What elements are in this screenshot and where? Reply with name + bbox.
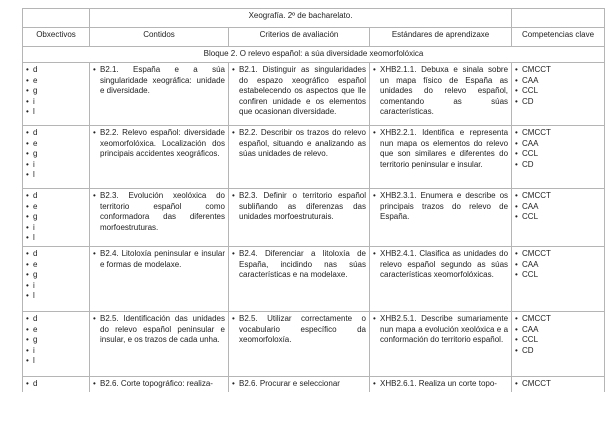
table-title: Xeografía. 2º de bacharelato.	[90, 9, 512, 28]
standards-cell	[370, 312, 512, 377]
criteria-cell-text: • B2.2. Describir os trazos do relevo español, situando e analizando as súas unidades de relevo.	[232, 128, 366, 160]
competences-cell-item: • CD	[515, 346, 601, 357]
table-row	[23, 189, 605, 247]
competences-cell-item: • CAA	[515, 139, 601, 150]
objectives-cell	[23, 312, 90, 377]
objectives-cell	[23, 126, 90, 189]
table-row	[23, 377, 605, 393]
competences-cell-item: • CMCCT	[515, 65, 601, 76]
standards-cell-text: • XHB2.3.1. Enumera e describe os principais trazos do relevo de España.	[373, 191, 508, 223]
competences-cell-item: • CAA	[515, 260, 601, 271]
header-criteria: Criterios de avaliación	[229, 28, 370, 47]
standards-cell	[370, 126, 512, 189]
content-cell	[90, 312, 229, 377]
content-cell-text: • B2.5. Identificación das unidades do relevo español peninsular e insular, e os trazos de cada unha.	[93, 314, 225, 346]
block-row	[23, 47, 605, 63]
objectives-cell	[23, 189, 90, 247]
content-cell	[90, 247, 229, 312]
objectives-cell-item: • i	[26, 346, 86, 357]
competences-cell-item: • CMCCT	[515, 128, 601, 139]
objectives-cell-item: • e	[26, 260, 86, 271]
competences-cell-item: • CMCCT	[515, 249, 601, 260]
objectives-cell-item: • g	[26, 149, 86, 160]
content-cell-text: • B2.4. Litoloxía peninsular e insular e formas de modelaxe.	[93, 249, 225, 270]
objectives-cell-item: • l	[26, 170, 86, 181]
table-row	[23, 126, 605, 189]
competences-cell	[512, 63, 605, 126]
objectives-cell-item: • e	[26, 139, 86, 150]
content-cell-text: • B2.6. Corte topográfico: realiza-	[93, 379, 225, 390]
standards-cell-text: • XHB2.4.1. Clasifica as unidades do relevo español segundo as súas características xeomorfolóxicas.	[373, 249, 508, 281]
content-cell-text: • B2.2. Relevo español: diversidade xeomorfolóxica. Localización dos principais accidentes xeográficos.	[93, 128, 225, 160]
competences-cell-item: • CCL	[515, 335, 601, 346]
block-heading: Bloque 2. O relevo español: a súa diversidade xeomorfolóxica	[23, 47, 605, 63]
criteria-cell-text: • B2.3. Definir o territorio español subliñando as diferenzas das unidades morfoestruturais.	[232, 191, 366, 223]
table-row	[23, 312, 605, 377]
objectives-cell-item: • i	[26, 281, 86, 292]
criteria-cell-text: • B2.6. Procurar e seleccionar	[232, 379, 366, 390]
objectives-cell-item: • d	[26, 249, 86, 260]
competences-cell-item: • CCL	[515, 212, 601, 223]
content-cell	[90, 63, 229, 126]
header-standards: Estándares de aprendizaxe	[370, 28, 512, 47]
objectives-cell-item: • i	[26, 97, 86, 108]
objectives-cell-item: • l	[26, 107, 86, 118]
header-row	[23, 28, 605, 47]
objectives-cell	[23, 247, 90, 312]
criteria-cell	[229, 189, 370, 247]
table-row	[23, 63, 605, 126]
competences-cell-item: • CD	[515, 160, 601, 171]
curriculum-table	[22, 8, 605, 392]
competences-cell	[512, 126, 605, 189]
criteria-cell-text: • B2.1. Distinguir as singularidades do espazo xeográfico español estabelecendo os aspectos que lle confiren unidade e os elementos que ocasionan diversidade.	[232, 65, 366, 118]
objectives-cell-item: • l	[26, 233, 86, 244]
objectives-cell-item: • l	[26, 356, 86, 367]
competences-cell-item: • CCL	[515, 86, 601, 97]
objectives-cell-item: • d	[26, 65, 86, 76]
objectives-cell-item: • d	[26, 128, 86, 139]
header-competences: Competencias clave	[512, 28, 605, 47]
header-contents: Contidos	[90, 28, 229, 47]
criteria-cell	[229, 247, 370, 312]
objectives-cell-item: • g	[26, 270, 86, 281]
standards-cell-text: • XHB2.2.1. Identifica e representa nun mapa os elementos do relevo que son similares e diferentes do territorio peninsular e insular.	[373, 128, 508, 170]
content-cell-text: • B2.3. Evolución xeolóxica do territorio español como conformadora das diferentes morfoestruturas.	[93, 191, 225, 233]
title-spacer-right	[512, 9, 605, 28]
objectives-cell-item: • l	[26, 291, 86, 302]
content-cell-text: • B2.1. España e a súa singularidade xeográfica: unidade e diversidade.	[93, 65, 225, 97]
title-row	[23, 9, 605, 28]
objectives-cell	[23, 377, 90, 393]
standards-cell-text: • XHB2.1.1. Debuxa e sinala sobre un mapa físico de España as unidades do relevo español, comentando as súas características.	[373, 65, 508, 118]
competences-cell-item: • CAA	[515, 76, 601, 87]
objectives-cell-item: • i	[26, 160, 86, 171]
criteria-cell	[229, 63, 370, 126]
competences-cell-item: • CD	[515, 97, 601, 108]
competences-cell-item: • CAA	[515, 202, 601, 213]
standards-cell	[370, 247, 512, 312]
standards-cell-text: • XHB2.6.1. Realiza un corte topo-	[373, 379, 508, 390]
content-cell	[90, 189, 229, 247]
criteria-cell	[229, 126, 370, 189]
criteria-cell	[229, 312, 370, 377]
content-cell	[90, 126, 229, 189]
standards-cell	[370, 63, 512, 126]
competences-cell-item: • CCL	[515, 270, 601, 281]
competences-cell-item: • CMCCT	[515, 379, 601, 390]
standards-cell	[370, 377, 512, 393]
objectives-cell-item: • i	[26, 223, 86, 234]
objectives-cell-item: • g	[26, 86, 86, 97]
competences-cell-item: • CMCCT	[515, 314, 601, 325]
title-spacer	[23, 9, 90, 28]
content-cell	[90, 377, 229, 393]
table-row	[23, 247, 605, 312]
objectives-cell-item: • d	[26, 379, 86, 390]
criteria-cell-text: • B2.5. Utilizar correctamente o vocabulario específico da xeomorfoloxía.	[232, 314, 366, 346]
header-objectives: Obxectivos	[23, 28, 90, 47]
competences-cell	[512, 377, 605, 393]
competences-cell	[512, 312, 605, 377]
standards-cell	[370, 189, 512, 247]
objectives-cell-item: • e	[26, 202, 86, 213]
competences-cell	[512, 247, 605, 312]
objectives-cell-item: • e	[26, 325, 86, 336]
competences-cell-item: • CCL	[515, 149, 601, 160]
competences-cell-item: • CAA	[515, 325, 601, 336]
objectives-cell-item: • d	[26, 191, 86, 202]
criteria-cell-text: • B2.4. Diferenciar a litoloxía de España, incidindo nas súas características e na modelaxe.	[232, 249, 366, 281]
objectives-cell-item: • g	[26, 335, 86, 346]
objectives-cell	[23, 63, 90, 126]
competences-cell-item: • CMCCT	[515, 191, 601, 202]
objectives-cell-item: • e	[26, 76, 86, 87]
standards-cell-text: • XHB2.5.1. Describe sumariamente nun mapa a evolución xeolóxica e a conformación do territorio español.	[373, 314, 508, 346]
objectives-cell-item: • g	[26, 212, 86, 223]
competences-cell	[512, 189, 605, 247]
criteria-cell	[229, 377, 370, 393]
objectives-cell-item: • d	[26, 314, 86, 325]
